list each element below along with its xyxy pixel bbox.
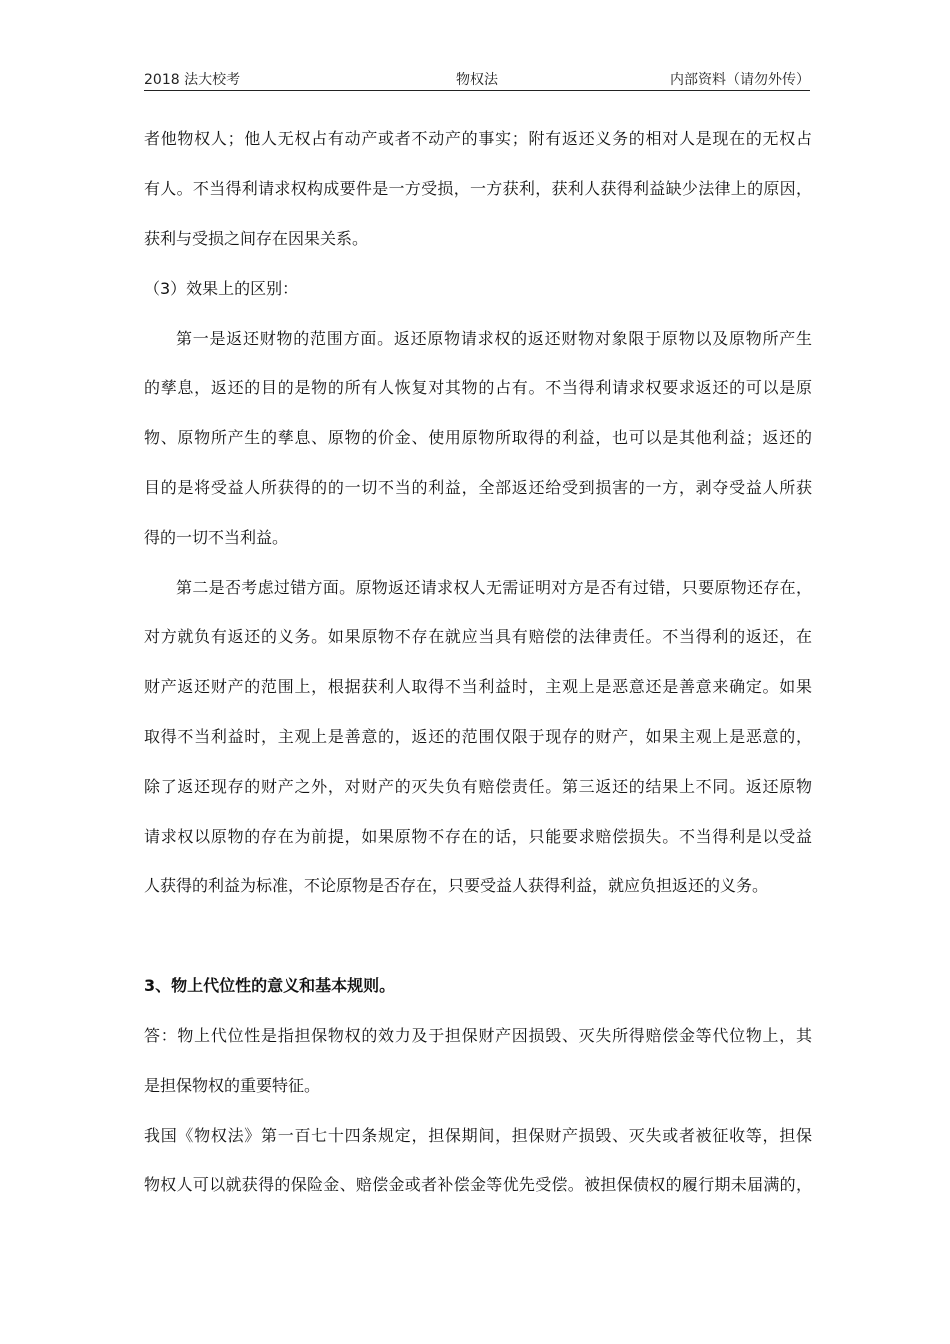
text-line: 第一是返还财物的范围方面。返还原物请求权的返还财物对象限于原物以及原物所产生 [176,329,812,348]
text-line: 物、原物所产生的孳息、原物的价金、使用原物所取得的利益，也可以是其他利益；返还的 [144,428,812,447]
text-line: 获利与受损之间存在因果关系。 [144,229,369,248]
header-left-text: 2018 法大校考 [144,72,241,88]
text-line: 取得不当利益时，主观上是善意的，返还的范围仅限于现存的财产，如果主观上是恶意的， [144,727,812,746]
text-line: 第二是否考虑过错方面。原物返还请求权人无需证明对方是否有过错，只要原物还存在， [176,578,812,597]
text-line: 我国《物权法》第一百七十四条规定，担保期间，担保财产损毁、灭失或者被征收等，担保 [144,1126,812,1145]
text-line: 有人。不当得利请求权构成要件是一方受损，一方获利，获利人获得利益缺少法律上的原因， [144,179,812,198]
text-line: 财产返还财产的范围上，根据获利人取得不当利益时，主观上是恶意还是善意来确定。如果 [144,677,812,696]
text-line: 目的是将受益人所获得的的一切不当的利益，全部返还给受到损害的一方，剥夺受益人所获 [144,478,812,497]
text-line: 请求权以原物的存在为前提，如果原物不存在的话，只能要求赔偿损失。不当得利是以受益 [144,827,812,846]
text-line: 的孳息，返还的目的是物的所有人恢复对其物的占有。不当得利请求权要求返还的可以是原 [144,378,812,397]
section-subheading: （3）效果上的区别： [144,279,299,298]
header-title: 物权法 [456,72,498,88]
text-line: 者他物权人；他人无权占有动产或者不动产的事实；附有返还义务的相对人是现在的无权占 [144,129,812,148]
question-heading: 3、物上代位性的意义和基本规则。 [144,976,396,995]
text-line: 物权人可以就获得的保险金、赔偿金或者补偿金等优先受偿。被担保债权的履行期未届满的， [144,1175,812,1194]
text-line: 答：物上代位性是指担保物权的效力及于担保财产因损毁、灭失所得赔偿金等代位物上，其 [144,1026,812,1045]
text-line: 人获得的利益为标准，不论原物是否存在，只要受益人获得利益，就应负担返还的义务。 [144,876,769,895]
text-line: 得的一切不当利益。 [144,528,289,547]
header-right-text: 内部资料（请勿外传） [670,72,810,88]
text-line: 是担保物权的重要特征。 [144,1076,321,1095]
text-line: 除了返还现存的财产之外，对财产的灭失负有赔偿责任。第三返还的结果上不同。返还原物 [144,777,812,796]
page-header [144,70,810,91]
text-line: 对方就负有返还的义务。如果原物不存在就应当具有赔偿的法律责任。不当得利的返还，在 [144,627,812,646]
